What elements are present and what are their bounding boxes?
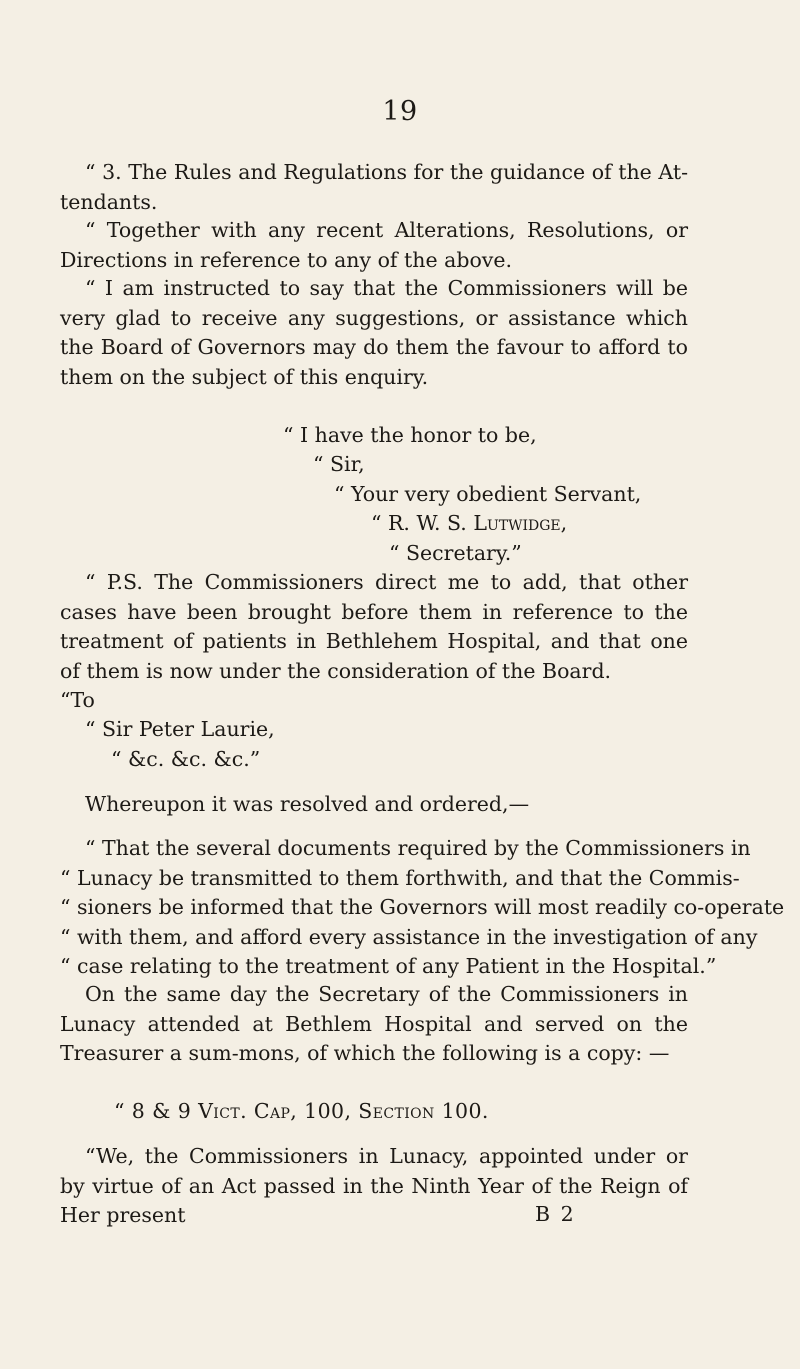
- signature-mark: B 2: [535, 1202, 576, 1226]
- resolution-line: “ That the several documents required by the Commissioners in: [85, 836, 751, 860]
- resolution-line: “ sioners be informed that the Governors will most readily co-operate: [60, 895, 785, 919]
- address-to: “To: [60, 688, 95, 712]
- addressee-etc: “ &c. &c. &c.”: [111, 747, 261, 771]
- whereupon-line: Whereupon it was resolved and ordered,—: [85, 792, 530, 816]
- summons-paragraph: “We, the Commissioners in Lunacy, appointed under or by virtue of an Act passed in the Ninth Year of the Reign of Her present: [60, 1144, 688, 1227]
- instructed-paragraph: “ I am instructed to say that the Commissioners will be very glad to receive any suggestions, or assistance which the Board of Governors may do them the favour to afford to them on the subject of this enquiry.: [60, 276, 688, 389]
- alterations-paragraph: “ Together with any recent Alterations, Resolutions, or Directions in reference to any of the above.: [60, 218, 688, 272]
- postscript-paragraph: “ P.S. The Commissioners direct me to add, that other cases have been brought before them in reference to the treatment of patients in Bethlehem Hospital, and that one of them is now under the consideration of the Board.: [60, 570, 688, 683]
- item-3-paragraph: “ 3. The Rules and Regulations for the guidance of the At-tendants.: [60, 160, 688, 214]
- signatory-title: “ Secretary.”: [389, 541, 522, 565]
- resolution-line: “ Lunacy be transmitted to them forthwith, and that the Commis-: [60, 865, 740, 890]
- signatory-name: “ R. W. S. Lutwidge,: [371, 511, 568, 535]
- closing-servant: “ Your very obedient Servant,: [334, 482, 642, 506]
- closing-honor: “ I have the honor to be,: [283, 423, 537, 447]
- addressee-name: “ Sir Peter Laurie,: [85, 717, 275, 741]
- resolution-line: “ case relating to the treatment of any Patient in the Hospital.”: [60, 954, 717, 978]
- same-day-paragraph: On the same day the Secretary of the Commissioners in Lunacy attended at Bethlem Hospital and served on the Treasurer a sum-mons, of which the following is a copy: —: [60, 982, 688, 1065]
- act-heading: “ 8 & 9 Vict. Cap, 100, Section 100.: [114, 1099, 489, 1123]
- resolution-block: [60, 834, 785, 982]
- resolution-line: “ with them, and afford every assistance in the investigation of any: [60, 924, 758, 949]
- page-number: 19: [382, 96, 418, 127]
- closing-sir: “ Sir,: [313, 452, 365, 476]
